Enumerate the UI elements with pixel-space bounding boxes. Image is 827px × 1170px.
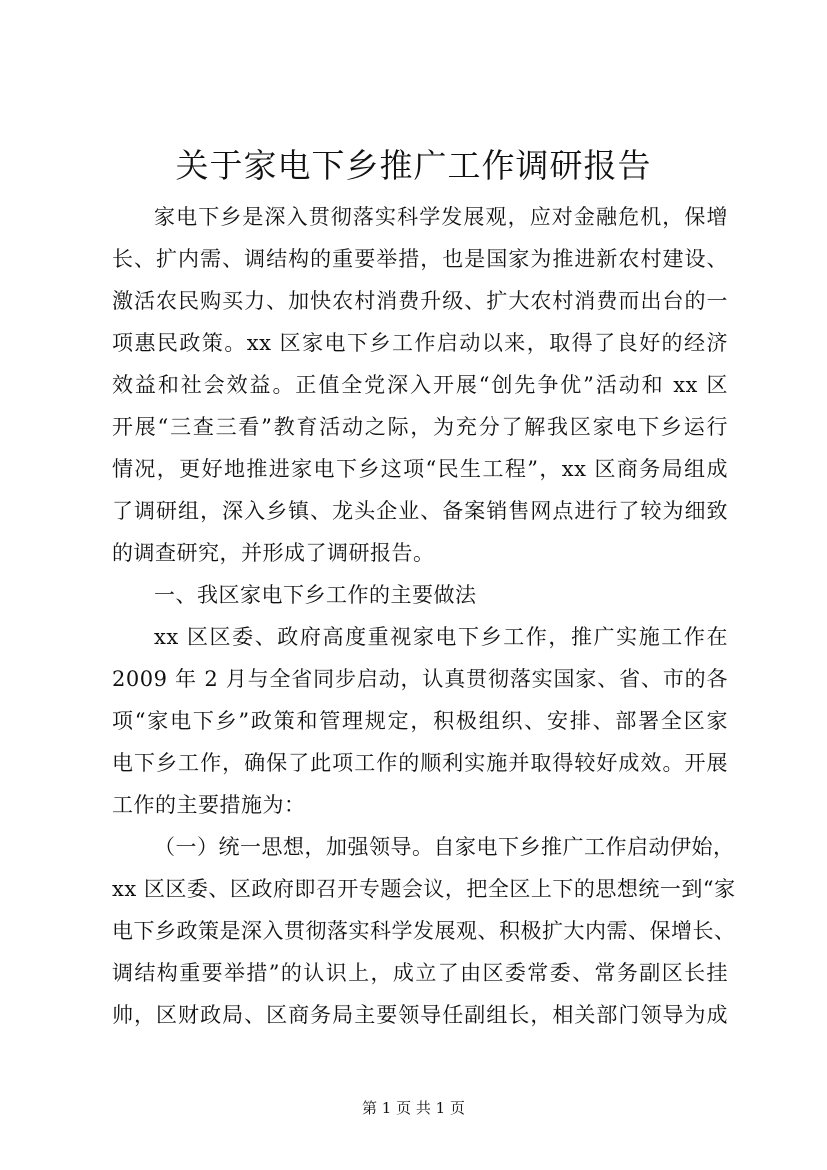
text-line: 了调研组，深入乡镇、龙头企业、备案销售网点进行了较为细致 <box>112 499 728 523</box>
text-line: 开展“三查三看”教育活动之际，为充分了解我区家电下乡运行 <box>112 415 728 439</box>
text-line: 家电下乡是深入贯彻落实科学发展观，应对金融危机，保增 <box>154 205 728 229</box>
text-line: 帅，区财政局、区商务局主要领导任副组长，相关部门领导为成 <box>112 1003 728 1027</box>
document-title: 关于家电下乡推广工作调研报告 <box>175 146 652 185</box>
text-line: 效益和社会效益。正值全党深入开展“创先争优”活动和 xx 区 <box>112 373 728 397</box>
text-line: 激活农民购买力、加快农村消费升级、扩大农村消费而出台的一 <box>112 289 728 313</box>
page-footer: 第 1 页 共 1 页 <box>362 1099 465 1117</box>
text-line: xx 区区委、区政府即召开专题会议，把全区上下的思想统一到“家 <box>112 877 736 901</box>
text-line: xx 区区委、政府高度重视家电下乡工作，推广实施工作在 <box>154 625 728 649</box>
section-heading: 一、我区家电下乡工作的主要做法 <box>154 583 477 607</box>
text-line: 情况，更好地推进家电下乡这项“民生工程”，xx 区商务局组成 <box>112 457 728 481</box>
text-line: 调结构重要举措”的认识上，成立了由区委常委、常务副区长挂 <box>112 961 728 985</box>
text-line: 电下乡政策是深入贯彻落实科学发展观、积极扩大内需、保增长、 <box>112 919 736 943</box>
text-line: 项惠民政策。xx 区家电下乡工作启动以来，取得了良好的经济 <box>112 331 728 355</box>
text-line: 的调查研究，并形成了调研报告。 <box>112 541 435 565</box>
subsection-line: （一）统一思想，加强领导。自家电下乡推广工作启动伊始， <box>154 835 735 859</box>
text-line: 长、扩内需、调结构的重要举措，也是国家为推进新农村建设、 <box>112 247 728 271</box>
text-line: 项“家电下乡”政策和管理规定，积极组织、安排、部署全区家 <box>112 709 728 733</box>
document-body <box>112 196 736 1036</box>
text-line: 2009 年 2 月与全省同步启动，认真贯彻落实国家、省、市的各 <box>112 667 728 691</box>
text-line: 电下乡工作，确保了此项工作的顺利实施并取得较好成效。开展 <box>112 751 728 775</box>
text-line: 工作的主要措施为： <box>112 793 306 817</box>
